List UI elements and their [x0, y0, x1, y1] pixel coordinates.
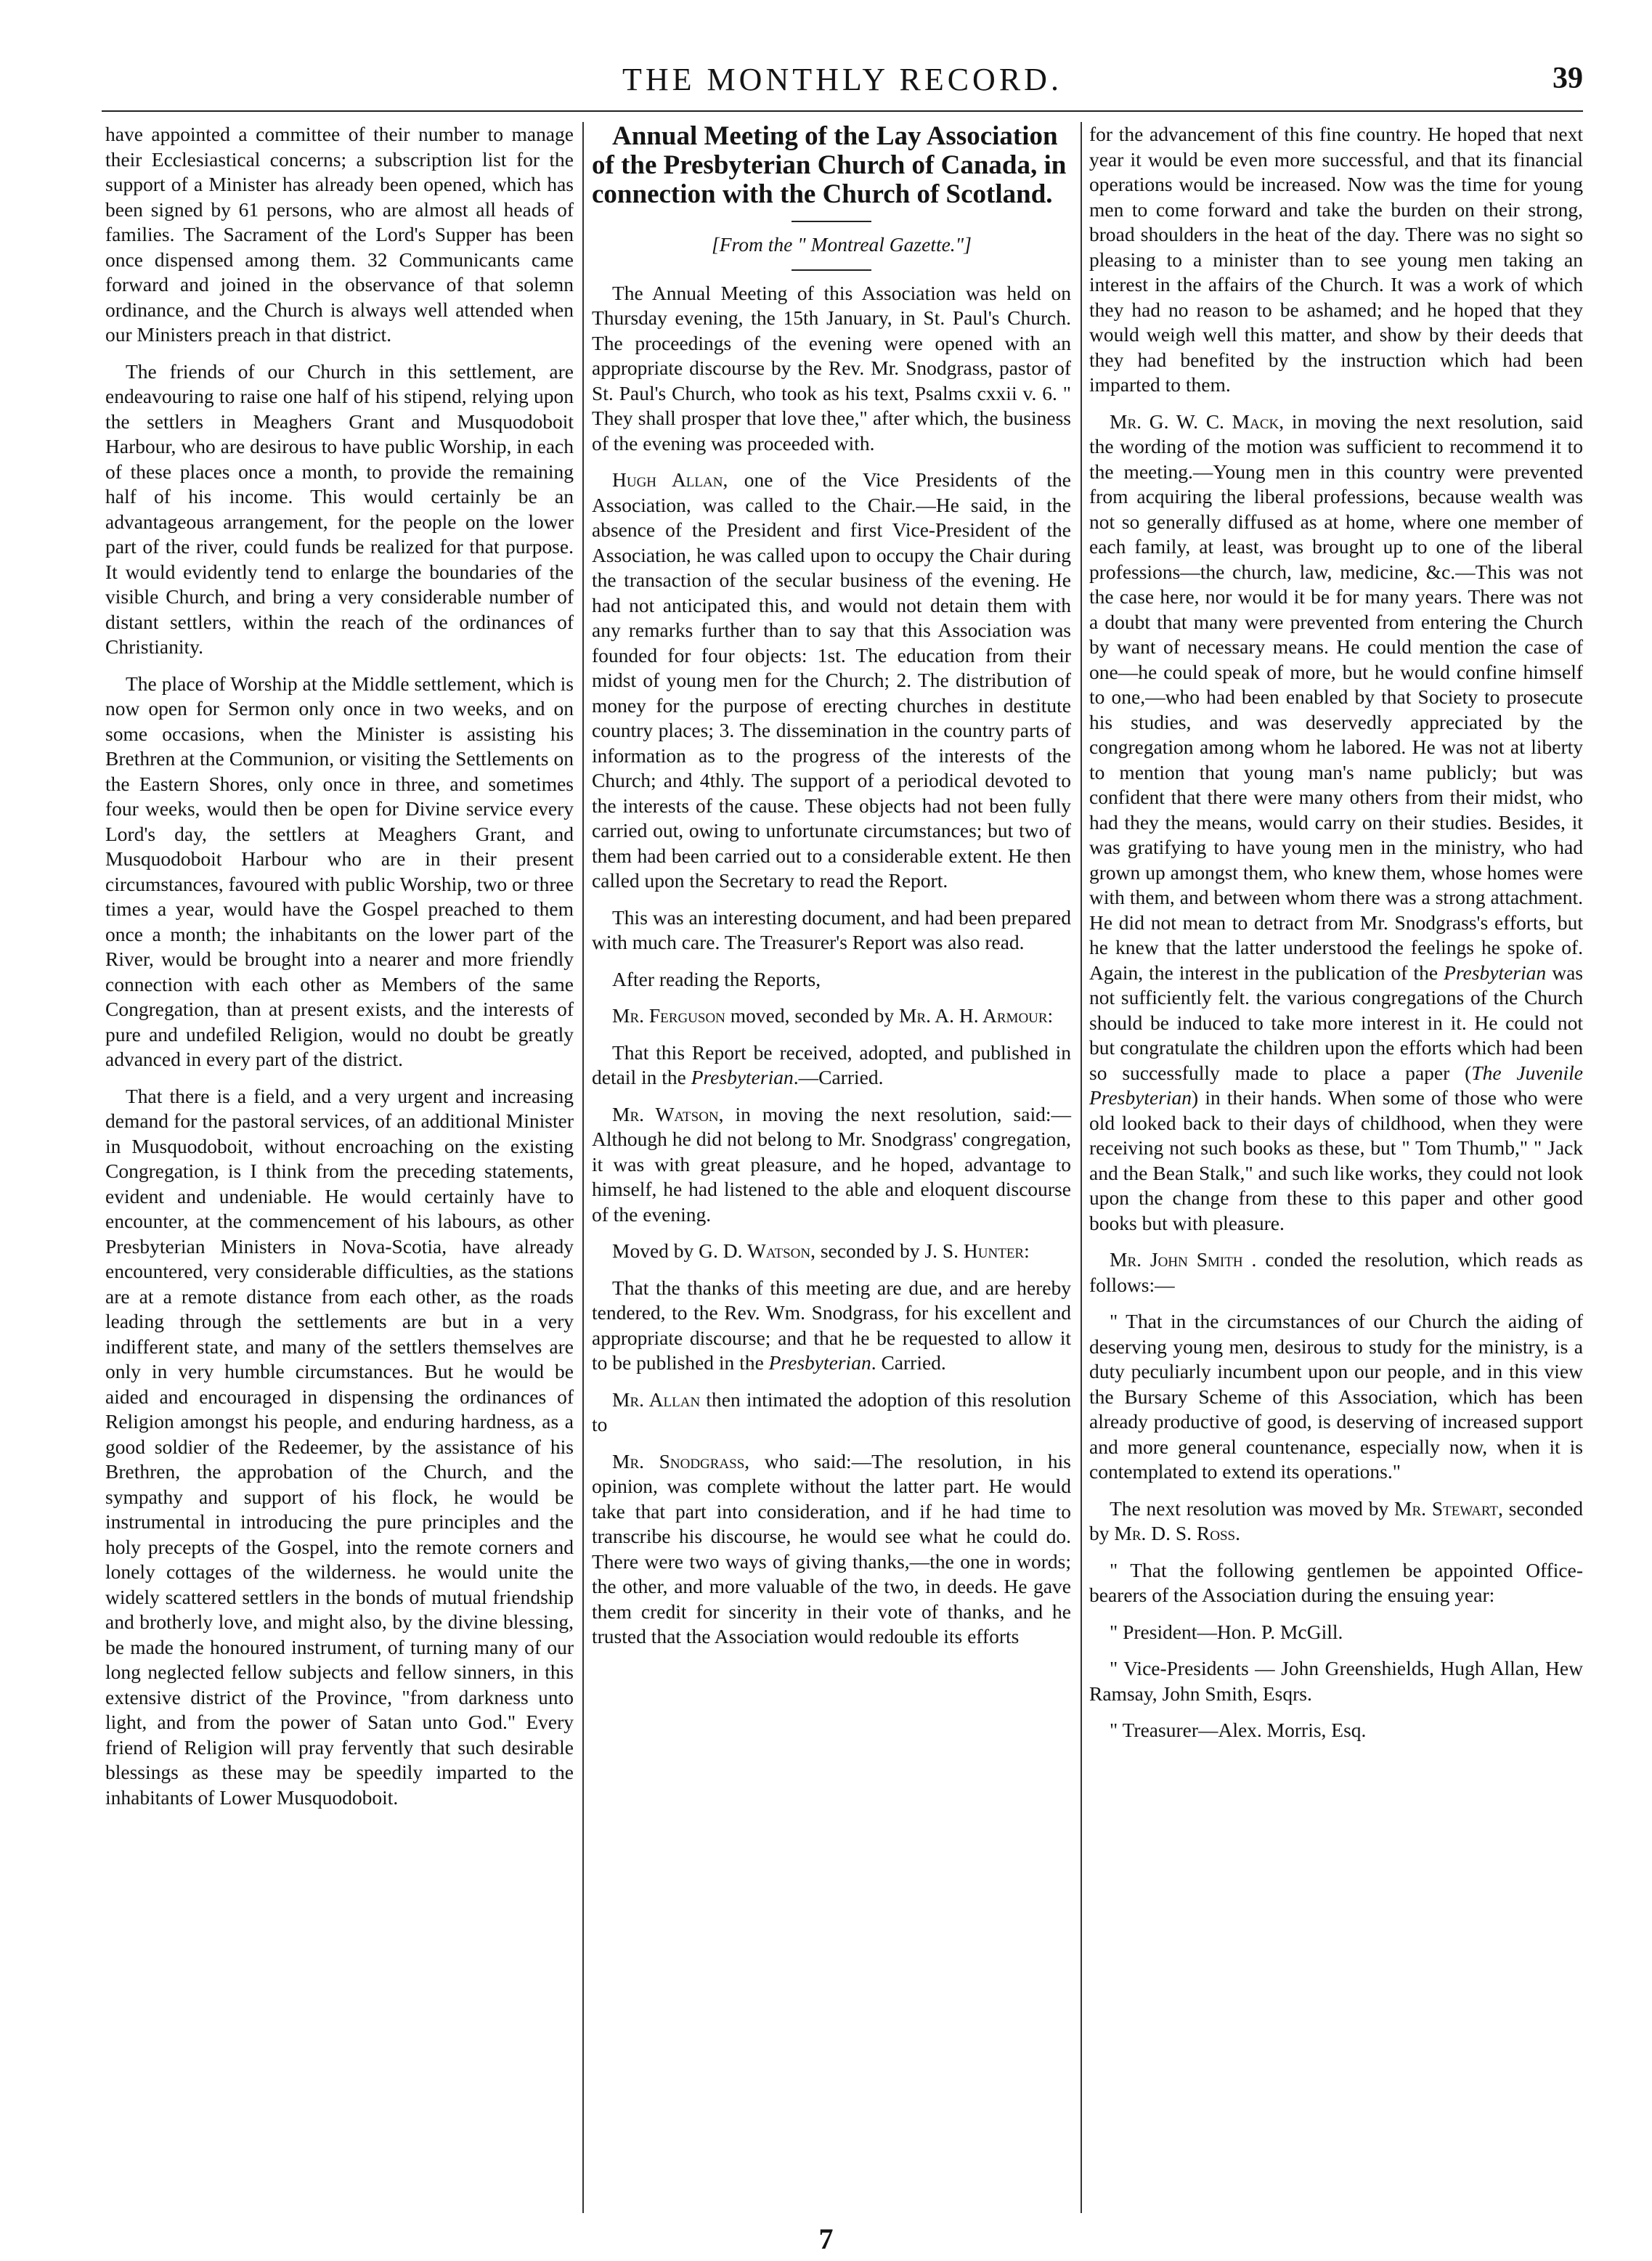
paragraph: The Annual Meeting of this Association was held on Thursday evening, the 15th January, in St. Paul's Church. The proceedings of the evening were opened with an appropriate discourse by the Rev. Mr. Snodgrass, pastor of St. Paul's Church, who took as his text, Psalms cxxii v. 6. " They shall prosper that love thee," after which, the business of the evening was proceeded with.	[592, 281, 1071, 455]
paragraph-text: That the thanks of this meeting are due, and are hereby tendered, to the Rev. Wm. Snodgrass, for his excellent and appropriate discourse; and that he be requested to allow it to be published in the	[592, 1276, 1071, 1374]
office-bearer-line: " Treasurer—Alex. Morris, Esq.	[1110, 1719, 1367, 1741]
speaker-name: G. D. Watson,	[699, 1239, 815, 1262]
resolution	[592, 1040, 1071, 1091]
office-bearer-line: " President—Hon. P. McGill.	[1110, 1620, 1343, 1643]
source-rule	[792, 269, 871, 271]
column-divider	[1081, 122, 1082, 2213]
paragraph-text: one of the Vice Presidents of the Association, was called to the Chair.—He said, in the absence of the President and first Vice-President of the Association, he was called upon to occupy the Chair during the transaction of the secular business of the evening. He had not anticipated this, and would not detain them with any remarks further than to say that this Association was founded for four objects: 1st. The education from their midst of young men for the Church; 2. The distribution of money for the purpose of erecting churches in destitute country places; 3. The dissemination in the country parts of information as to the progress of the interests of the Church; and 4thly. The support of a periodical devoted to the interests of the cause. These objects had not been fully carried out, owing to unfortunate circumstances; but two of them had been carried out to a considerable extent. He then called upon the Secretary to read the Report.	[592, 468, 1071, 892]
paragraph-text: . conded the resolution, which reads as follows:—	[1089, 1248, 1583, 1296]
paragraph	[1089, 1496, 1583, 1547]
header-rule	[102, 110, 1583, 112]
paragraph	[1089, 410, 1583, 1237]
resolution: " That in the circumstances of our Church the aiding of deserving young men, desirous to study for the ministry, is a duty peculiarly incumbent upon our people, and in this view the Bursary Scheme of this Association, which has been already productive of good, is deserving of increased support and more general countenance, especially now, when it is contemplated to extend its operations."	[1089, 1310, 1583, 1483]
paragraph-text: .—Carried.	[793, 1066, 884, 1088]
paragraph-text: . Carried.	[871, 1351, 946, 1374]
title-rule	[792, 221, 871, 222]
column-divider	[582, 122, 584, 2213]
paragraph	[1089, 1247, 1583, 1297]
periodical-title: Presbyterian	[768, 1351, 871, 1374]
paragraph: The place of Worship at the Middle settlement, which is now open for Sermon only once in two weeks, and on some occasions, when the Minister is assisting his Brethren at the Communion, or visiting the Settlements on the Eastern Shores, only once in three, and sometimes four weeks, would then be open for Divine service every Lord's day, the settlers at Meaghers Grant, and Musquodoboit Harbour who are in their present circumstances, favoured with public Worship, two or three times a year, would have the Gospel preached to them once a month; the inhabitants on the lower part of the River, would be brought into a nearer and more friendly connection with each other as Members of the same Congregation, than at present exists, and the interests of pure and undefiled Religion, would no doubt be greatly advanced in every part of the district.	[105, 672, 574, 1070]
periodical-title: The Juvenile Presbyterian	[1089, 1061, 1583, 1109]
speaker-name: Mr. G. W. C. Mack,	[1110, 410, 1285, 433]
paragraph	[592, 468, 1071, 894]
speaker-name: Mr. John Smith	[1110, 1248, 1243, 1271]
paragraph: for the advancement of this fine country. He hoped that next year it would be even more successful, and that its financial operations would be increased. Now was the time for young men to come forward and take the burden on their strong, broad shoulders in the heat of the day. There was no sight so pleasing to a minister than to see young men taking an interest in the affairs of the Church. It was a work of which they had no reason to be ashamed; and he hoped that they would weigh well this matter, and show by their deeds that they had benefited by the instruction which had been imparted to them.	[1089, 123, 1583, 396]
page-number: 39	[1553, 62, 1583, 95]
paragraph-text: Moved by	[612, 1239, 694, 1262]
column-1	[105, 122, 574, 1822]
paragraph	[592, 1102, 1071, 1228]
periodical-title: Presbyterian	[1444, 961, 1547, 984]
signature-mark: 7	[818, 2223, 834, 2255]
column-2	[592, 122, 1071, 1661]
speaker-name: Mr. A. H. Armour:	[898, 1004, 1054, 1027]
column-3	[1089, 122, 1583, 1755]
resolution	[592, 1276, 1071, 1376]
paragraph: That there is a field, and a very urgent and increasing demand for the pastoral services, of an additional Minister in Musquodoboit, without encroaching on the existing Congregation, is I think from the preceding statements, evident and undeniable. He would certainly have to encounter, at the commencement of his labours, as other Presbyterian Ministers in Nova-Scotia, have already encountered, very considerable difficulties, as the stations are at a remote distance from each other, as the roads leading through the settlements are but in a very indifferent state, and many of the settlers themselves are only in very humble circumstances. But he would be aided and encouraged in dispensing the ordinances of Religion amongst his people, and enduring hardness, as a good soldier of the Redeemer, by the assistance of his Brethren, the approbation of the Church, and the sympathy and support of his flock, he would be instrumental in introducing the pure principles and the holy precepts of the Gospel, into the remote corners and lonely cottages of the wilderness. he would unite the widely scattered settlers in the bonds of mutual friendship and brotherly love, and might also, by the divine blessing, be made the honoured instrument, of turning many of our long neglected fellow subjects and fellow sinners, in this extensive district of the Province, "from darkness unto light, and from the power of Satan unto God." Every friend of Religion will pray fervently that such desirable blessings as these may be speedily imparted to the inhabitants of Lower Musquodoboit.	[105, 1084, 574, 1809]
speaker-name: Mr. Snodgrass,	[612, 1449, 750, 1472]
speaker-name: J. S. Hunter:	[924, 1239, 1030, 1262]
paragraph	[592, 1239, 1071, 1264]
paragraph	[592, 1449, 1071, 1650]
paragraph-text: ) in their hands. When some of those who were old looked back to their days of childhood, when they were receiving not such books as these, but " Tom Thumb," " Jack and the Bean Stalk," and such like works, they could not look upon the change from these to this paper and other good books but with pleasure.	[1089, 1086, 1583, 1234]
article-title: Annual Meeting of the Lay Association of the Presbyterian Church of Canada, in connection with the Church of Scotland.	[592, 121, 1067, 209]
article-source: [From the " Montreal Gazette."]	[712, 233, 972, 256]
paragraph-text: who said:—The resolution, in his opinion, was complete without the latter part. He would take that part into consideration, and if he had time to transcribe his discourse, he would see what he could do. There were two ways of giving thanks,—the one in words; the other, and more valuable of the two, in deeds. He gave them credit for sincerity in their vote of thanks, and he trusted that the Association would redouble its efforts	[592, 1449, 1071, 1647]
running-title: THE MONTHLY RECORD.	[622, 62, 1062, 97]
paragraph-text: was not sufficiently felt. the various congregations of the Church should be induced to take more interest in it. He could not but congratulate the children upon the efforts which had been so successfully made to place a paper (	[1089, 961, 1584, 1084]
paragraph: have appointed a committee of their number to manage their Ecclesiastical concerns; a subscription list for the support of a Minister has already been opened, which has been signed by 61 persons, who are almost all heads of families. The Sacrament of the Lord's Supper has been once dispensed among them. 32 Communicants came forward and joined in the observance of that solemn ordinance, and the Church is always well attended when our Ministers preach in that district.	[105, 123, 574, 346]
resolution: " That the following gentlemen be appointed Office-bearers of the Association during the ensuing year:	[1089, 1558, 1583, 1606]
speaker-name: Hugh Allan,	[612, 468, 728, 491]
speaker-name: Mr. Watson,	[612, 1102, 724, 1125]
speaker-name: Mr. D. S. Ross.	[1114, 1522, 1240, 1544]
speaker-name: Mr. Ferguson	[612, 1004, 725, 1027]
page-header	[102, 61, 1583, 105]
paragraph: After reading the Reports,	[612, 967, 821, 990]
speaker-name: Mr. Allan	[612, 1388, 701, 1411]
paragraph-text: in moving the next resolution, said the wording of the motion was sufficient to recommend it to the meeting.—Young men in this country were prevented from acquiring the liberal professions, because wealth was not so generally diffused as at home, where one member of each family, at least, was brought up to one of the liberal professions—the church, law, medicine, &c.—This was not the case here, nor would it be for many years. There was not a doubt that many were prevented from entering the Church by want of necessary means. He could mention the case of one—he could speak of more, but he would confine himself to one,—who had been enabled by that Society to prosecute his studies, and was deservedly appreciated by the congregation among whom he labored. He was not at liberty to mention that young man's name publicly; but was confident that there were many others from their midst, who had they the means, would carry on their studies. Besides, it was gratifying to have young men in the ministry, who had grown up amongst them, who knew them, whose homes were with them, and between whom there was a strong attachment. He did not mean to detract from Mr. Snodgrass's efforts, but he knew that the latter understood the feelings he spoke of. Again, the interest in the publication of the	[1089, 410, 1583, 984]
paragraph-text: seconded by	[1089, 1496, 1584, 1544]
speaker-name: Mr. Stewart,	[1394, 1496, 1503, 1520]
paragraph: The friends of our Church in this settlement, are endeavouring to raise one half of his stipend, relying upon the settlers in Meaghers Grant and Musquodoboit Harbour, who are desirous to have public Worship, in each of these places once a month, to provide the remaining half of his income. This would certainly be an advantageous arrangement, for the people on the lower part of the river, could funds be realized for that purpose. It would evidently tend to enlarge the boundaries of the visible Church, and bring a very considerable number of distant settlers, within the reach of the ordinances of Christianity.	[105, 359, 574, 658]
periodical-title: Presbyterian	[691, 1066, 794, 1088]
paragraph	[592, 1003, 1071, 1029]
paragraph-text: moved, seconded by	[730, 1004, 895, 1027]
paragraph-text: seconded by	[820, 1239, 920, 1262]
paragraph-text: That this Report be received, adopted, and published in detail in the	[592, 1040, 1071, 1088]
office-bearer-line: " Vice-Presidents — John Greenshields, Hugh Allan, Hew Ramsay, John Smith, Esqrs.	[1089, 1657, 1583, 1705]
paragraph-text: then intimated the adoption of this resolution to	[592, 1388, 1072, 1435]
paragraph: This was an interesting document, and had been prepared with much care. The Treasurer's Report was also read.	[592, 905, 1071, 953]
paragraph-text: The next resolution was moved by	[1110, 1496, 1389, 1520]
paragraph	[592, 1388, 1071, 1438]
paragraph-text: in moving the next resolution, said:—Although he did not belong to Mr. Snodgrass' congregation, it was with great pleasure, and he hoped, advantage to himself, he had listened to the able and eloquent discourse of the evening.	[592, 1102, 1071, 1226]
